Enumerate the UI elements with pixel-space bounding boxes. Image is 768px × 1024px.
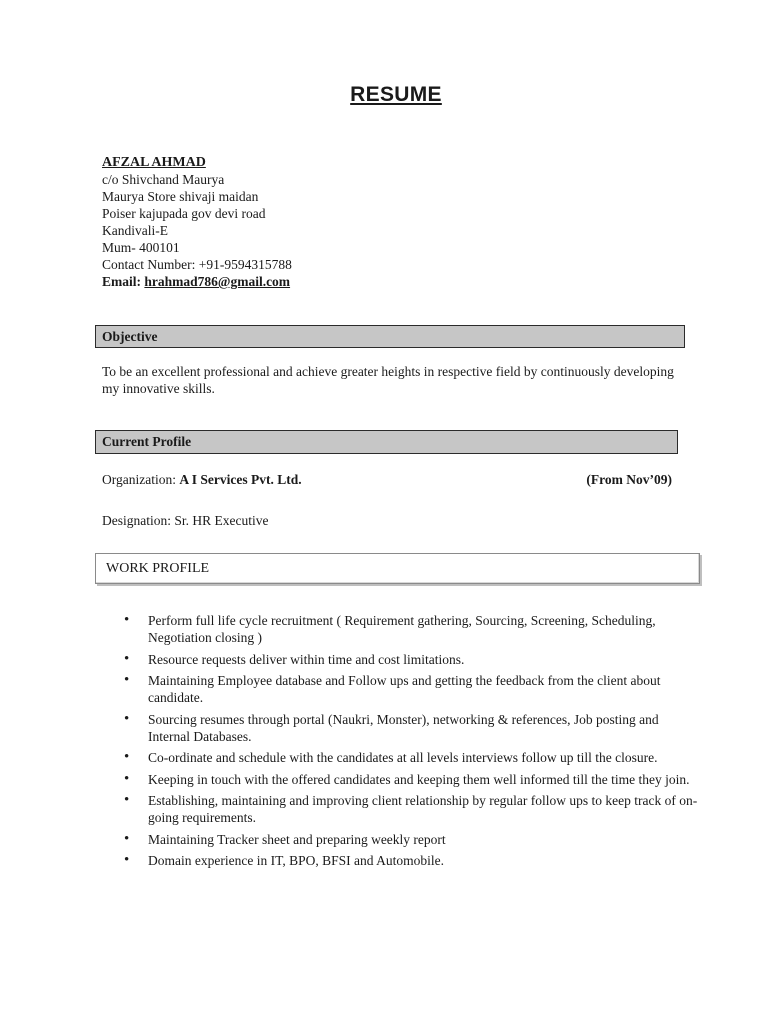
email-line: [102, 273, 292, 290]
objective-heading: Objective: [95, 325, 685, 348]
address-line: Kandivali-E: [102, 223, 168, 238]
organization-name: A I Services Pvt. Ltd.: [179, 472, 302, 487]
work-profile-list: [102, 612, 702, 874]
designation: Designation: Sr. HR Executive: [102, 513, 269, 528]
list-item: • Maintaining Tracker sheet and preparing weekly report: [148, 831, 702, 848]
current-profile-heading: Current Profile: [95, 430, 678, 454]
address-line: Poiser kajupada gov devi road: [102, 206, 266, 221]
email-link[interactable]: hrahmad786@gmail.com: [144, 274, 291, 289]
employment-start: (From Nov’09): [586, 472, 672, 487]
contact-number: Contact Number: +91-9594315788: [102, 257, 292, 272]
list-item: • Co-ordinate and schedule with the candidates at all levels interviews follow up till the closure.: [148, 749, 702, 766]
list-item: • Establishing, maintaining and improving client relationship by regular follow ups to keep track of on-going requirements.: [148, 792, 702, 826]
candidate-name: AFZAL AHMAD: [102, 155, 206, 170]
address-line: Maurya Store shivaji maidan: [102, 189, 259, 204]
organization-line: [102, 472, 672, 488]
list-item: • Perform full life cycle recruitment ( Requirement gathering, Sourcing, Screening, Scheduling, Negotiation closing ): [148, 612, 702, 646]
work-profile-heading: WORK PROFILE: [95, 553, 700, 584]
email-label: Email:: [102, 274, 141, 289]
list-item: • Domain experience in IT, BPO, BFSI and Automobile.: [148, 852, 702, 869]
address-line: c/o Shivchand Maurya: [102, 172, 225, 187]
organization-label: Organization:: [102, 472, 176, 487]
list-item: • Maintaining Employee database and Follow ups and getting the feedback from the client about candidate.: [148, 672, 702, 706]
list-item: • Sourcing resumes through portal (Naukri, Monster), networking & references, Job posting and Internal Databases.: [148, 711, 702, 745]
contact-block: [102, 154, 292, 290]
list-item: • Resource requests deliver within time and cost limitations.: [148, 651, 702, 668]
objective-text: To be an excellent professional and achieve greater heights in respective field by continuously developing my innovative skills.: [102, 364, 674, 396]
list-item: • Keeping in touch with the offered candidates and keeping them well informed till the time they join.: [148, 771, 702, 788]
address-line: Mum- 400101: [102, 240, 180, 255]
page-title: RESUME: [350, 83, 442, 106]
